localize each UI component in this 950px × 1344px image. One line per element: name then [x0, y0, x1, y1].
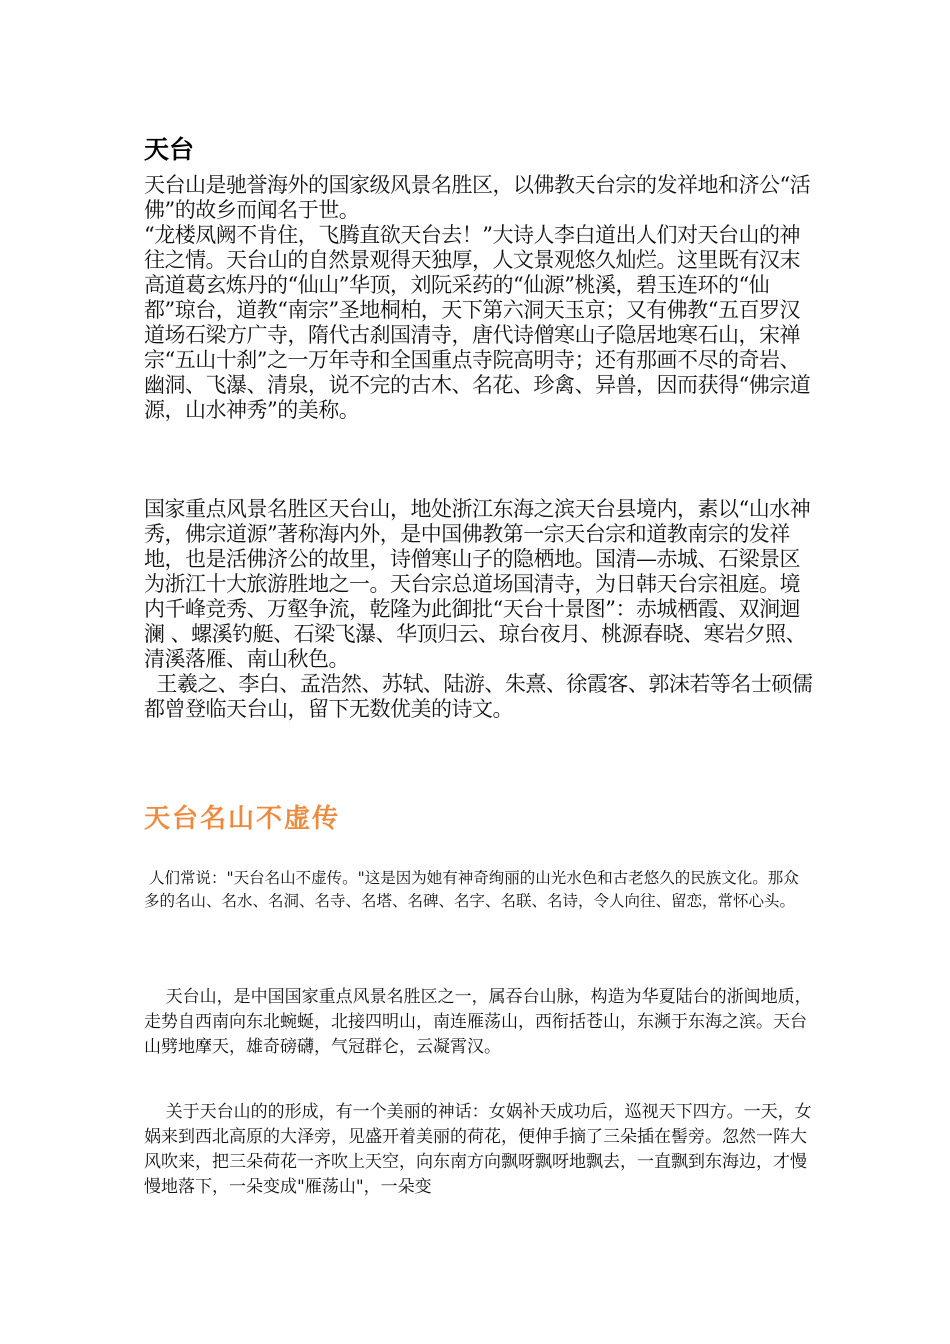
geography-paragraph: 天台山，是中国国家重点风景名胜区之一，属吞台山脉，构造为华夏陆台的浙闽地质，走势自西南向东北蜿蜒，北接四明山，南连雁荡山，西衔括苍山，东濒于东海之滨。天台山劈地摩天，雄奇磅礴，气冠群仑，云凝霄汉。	[144, 987, 812, 1057]
scenic-area-paragraph: 国家重点风景名胜区天台山，地处浙江东海之滨天台县境内，素以“山水神秀，佛宗道源”著称海内外，是中国佛教第一宗天台宗和道教南宗的发祥地，也是活佛济公的故里，诗僧寒山子的隐栖地。国清—赤城、石梁景区为浙江十大旅游胜地之一。天台宗总道场国清寺，为日韩天台宗祖庭。境内千峰竞秀、万壑争流，乾隆为此御批“天台十景图”：赤城栖霞、双涧迴澜 、螺溪钓艇、石梁飞瀑、华顶归云、琼台夜月、桃源春晓、寒岩夕照、清溪落雁、南山秋色。 王羲之、李白、孟浩然、苏轼、陆游、朱熹、徐霞客、郭沫若等名士硕儒都曾登临天台山，留下无数优美的诗文。	[144, 497, 813, 721]
page-title: 天台	[144, 135, 195, 164]
intro-paragraph: 天台山是驰誉海外的国家级风景名胜区，以佛教天台宗的发祥地和济公“活佛”的故乡而闻名于世。 “龙楼凤阙不肯住，飞腾直欲天台去！”大诗人李白道出人们对天台山的神往之情。天台山的自然景观得天独厚，人文景观悠久灿烂。这里既有汉末高道葛玄炼丹的“仙山”华顶，刘阮采药的“仙源”桃溪，碧玉连环的“仙都”琼台，道教“南宗”圣地桐柏，天下第六洞天玉京；又有佛教“五百罗汉道场石梁方广寺，隋代古刹国清寺，唐代诗僧寒山子隐居地寒石山，宋禅宗“五山十刹”之一万年寺和全国重点寺院高明寺；还有那画不尽的奇岩、幽洞、飞瀑、清泉，说不完的古木、名花、珍禽、异兽，因而获得“佛宗道源，山水神秀”的美称。	[144, 173, 811, 422]
saying-paragraph: 人们常说："天台名山不虚传。"这是因为她有神奇绚丽的山光水色和古老悠久的民族文化。那众多的名山、名水、名洞、名寺、名塔、名碑、名字、名联、名诗，令人向往、留恋，常怀心头。	[144, 869, 799, 910]
legend-paragraph: 关于天台山的的形成，有一个美丽的神话：女娲补天成功后，巡视天下四方。一天，女娲来到西北高原的大泽旁，见盛开着美丽的荷花，便伸手摘了三朵插在髻旁。忽然一阵大风吹来，把三朵荷花一齐吹上天空，向东南方向飘呀飘呀地飘去，一直飘到东海边，才慢慢地落下，一朵变成"雁荡山"，一朵变	[144, 1102, 812, 1197]
section-heading: 天台名山不虚传	[144, 804, 341, 834]
